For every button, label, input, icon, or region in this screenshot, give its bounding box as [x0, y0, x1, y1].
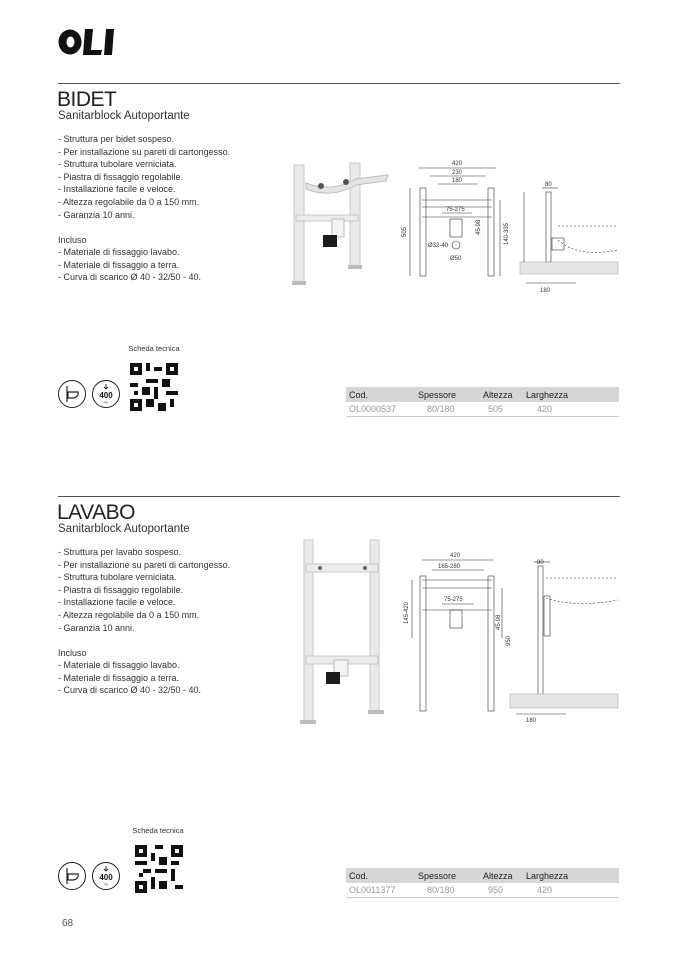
included-item: - Materiale di fissaggio lavabo. [58, 660, 180, 670]
dim-label: 80 [545, 182, 552, 188]
dim-label: 45-98 [496, 614, 502, 630]
feature-item: - Installazione facile e veloce. [58, 184, 176, 195]
weight-load-icon [92, 862, 120, 890]
table-cell: OL0011377 [346, 883, 415, 898]
dim-label: 505 [402, 226, 408, 237]
product-spec-table [346, 868, 619, 898]
included-item: - Curva di scarico Ø 40 - 32/50 - 40. [58, 685, 202, 696]
dim-label: 950 [506, 635, 512, 646]
dim-label: 165-280 [438, 564, 461, 570]
washbasin-frame-photo [290, 536, 395, 736]
qr-code[interactable] [130, 363, 178, 411]
dim-label: 75-275 [446, 207, 465, 213]
datasheet-label: Scheda tecnica [132, 826, 184, 835]
load-unit: kg [104, 882, 108, 886]
section-title: BIDET [57, 88, 117, 111]
table-row [346, 883, 619, 898]
dim-label: 75-275 [444, 597, 463, 603]
bidet-side-drawing [518, 178, 620, 296]
feature-item: - Struttura per lavabo sospeso. [58, 547, 182, 557]
included-title: Incluso [58, 648, 87, 658]
table-header-row [346, 387, 619, 402]
dim-label: 180 [540, 288, 551, 294]
product-spec-table [346, 387, 619, 417]
qr-code[interactable] [135, 845, 183, 893]
brand-logo [56, 24, 126, 58]
table-cell: OL0000537 [346, 402, 415, 417]
dim-label: 140-335 [504, 222, 510, 245]
dim-label: 420 [450, 553, 461, 559]
table-cell: 420 [523, 883, 619, 898]
dim-label: 180 [452, 178, 463, 184]
section-subtitle: Sanitarblock Autoportante [58, 110, 190, 122]
feature-item: - Piastra di fissaggio regolabile. [58, 584, 184, 595]
dim-label: 230 [452, 170, 463, 176]
dim-label: 180 [526, 718, 537, 724]
table-header-cell: Larghezza [523, 868, 619, 883]
feature-item: - Installazione facile e veloce. [58, 597, 176, 608]
included-list [58, 246, 201, 284]
table-row [346, 402, 619, 417]
table-header-row [346, 868, 619, 883]
feature-list [58, 133, 230, 221]
feature-item: - Per installazione su pareti di cartongesso. [58, 559, 231, 570]
section-divider [58, 496, 620, 497]
load-value: 400 [99, 391, 113, 400]
section-subtitle: Sanitarblock Autoportante [58, 523, 190, 535]
feature-item: - Piastra di fissaggio regolabile. [58, 171, 184, 182]
bidet-frame-photo [286, 155, 396, 290]
dim-label: Ø32-40 [428, 243, 449, 249]
feature-item: - Per installazione su pareti di cartongesso. [58, 146, 231, 157]
table-cell: 950 [480, 883, 523, 898]
washbasin-side-drawing [506, 556, 620, 726]
weight-load-icon [92, 380, 120, 408]
load-unit: kg [104, 400, 108, 404]
included-item: - Curva di scarico Ø 40 - 32/50 - 40. [58, 272, 202, 283]
table-cell: 80/180 [415, 402, 480, 417]
feature-item: - Struttura tubolare verniciata. [58, 159, 177, 170]
included-list [58, 659, 201, 697]
section-divider [58, 83, 620, 84]
included-item: - Materiale di fissaggio a terra. [58, 672, 180, 683]
dim-label: Ø50 [450, 256, 462, 262]
included-item: - Materiale di fissaggio a terra. [58, 259, 180, 270]
included-title: Incluso [58, 235, 87, 245]
dim-label: 45-98 [476, 219, 482, 235]
table-header-cell: Spessore [415, 868, 480, 883]
feature-item: - Struttura per bidet sospeso. [58, 134, 175, 144]
feature-item: - Struttura tubolare verniciata. [58, 572, 177, 583]
table-header-cell: Altezza [480, 387, 523, 402]
table-header-cell: Larghezza [523, 387, 619, 402]
section-title: LAVABO [57, 501, 135, 524]
table-header-cell: Cod. [346, 387, 415, 402]
load-value: 400 [99, 873, 113, 882]
washbasin-front-drawing [398, 548, 516, 718]
wall-hung-toilet-icon [58, 380, 86, 408]
feature-item: - Altezza regolabile da 0 a 150 mm. [58, 196, 200, 207]
table-header-cell: Cod. [346, 868, 415, 883]
feature-item: - Altezza regolabile da 0 a 150 mm. [58, 609, 200, 620]
feature-item: - Garanzia 10 anni. [58, 209, 135, 220]
datasheet-label: Scheda tecnica [128, 344, 180, 353]
feature-item: - Garanzia 10 anni. [58, 622, 135, 633]
dim-label: 80 [537, 560, 544, 566]
dim-label: 145-420 [404, 601, 410, 624]
table-header-cell: Spessore [415, 387, 480, 402]
bidet-front-drawing [400, 155, 515, 290]
included-item: - Materiale di fissaggio lavabo. [58, 247, 180, 257]
table-header-cell: Altezza [480, 868, 523, 883]
dim-label: 420 [452, 161, 463, 167]
table-cell: 80/180 [415, 883, 480, 898]
wall-hung-toilet-icon [58, 862, 86, 890]
table-cell: 420 [523, 402, 619, 417]
page-number: 68 [62, 918, 74, 929]
feature-list [58, 546, 230, 634]
table-cell: 505 [480, 402, 523, 417]
